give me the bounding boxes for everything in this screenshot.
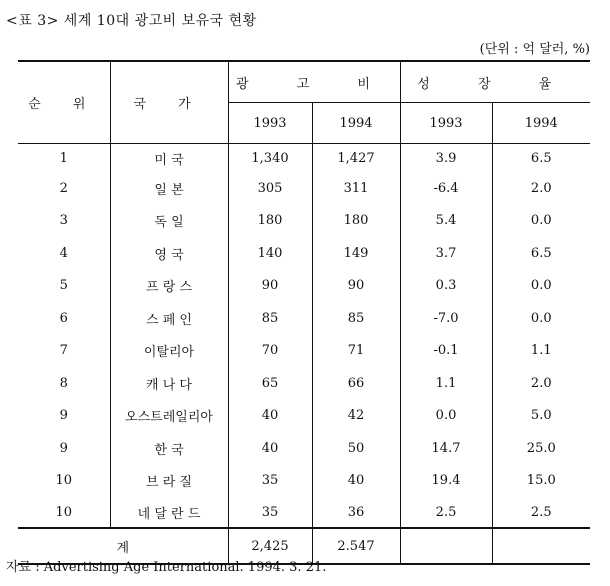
cell-growth-1994: 6.5 — [530, 150, 552, 166]
source-note: 자료 : Advertising Age International. 1994. 3. 21. — [6, 560, 327, 575]
cell-ad-1994: 311 — [312, 172, 400, 205]
cell-rank: 8 — [18, 367, 110, 400]
cell-ad-1993: 40 — [228, 432, 312, 465]
cell-ad-1993: 1,340 — [228, 144, 312, 173]
cell-country: 이탈리아 — [110, 335, 228, 368]
cell-country: 영 국 — [110, 237, 228, 270]
cell-country: 오스트레일리아 — [110, 400, 228, 433]
table-row — [18, 302, 590, 335]
total-label: 계 — [18, 528, 228, 564]
table-row — [18, 400, 590, 433]
cell-growth-1994: 2.0 — [530, 375, 552, 391]
total-growth-1993 — [400, 528, 492, 564]
table-row — [18, 465, 590, 498]
cell-growth-1994: 0.0 — [530, 213, 552, 229]
cell-rank: 4 — [18, 237, 110, 270]
cell-rank: 5 — [18, 270, 110, 303]
ad-spend-table — [18, 60, 590, 565]
cell-growth-1993: 14.7 — [400, 432, 492, 465]
cell-country: 독 일 — [110, 205, 228, 238]
cell-ad-1993: 35 — [228, 497, 312, 528]
cell-growth-1994: 2.0 — [530, 180, 552, 196]
cell-ad-1993: 65 — [228, 367, 312, 400]
cell-ad-1993: 305 — [228, 172, 312, 205]
cell-country: 캐 나 다 — [110, 367, 228, 400]
cell-ad-1994: 42 — [312, 400, 400, 433]
cell-growth-1993: 19.4 — [400, 465, 492, 498]
table-row — [18, 172, 590, 205]
table-row — [18, 144, 590, 173]
cell-rank: 9 — [18, 400, 110, 433]
cell-ad-1994: 180 — [312, 205, 400, 238]
cell-rank: 10 — [18, 497, 110, 528]
cell-ad-1993: 140 — [228, 237, 312, 270]
cell-rank: 6 — [18, 302, 110, 335]
header-ad-1993: 1993 — [228, 103, 312, 144]
table-row — [18, 367, 590, 400]
cell-growth-1994: 6.5 — [530, 245, 552, 261]
cell-rank: 3 — [18, 205, 110, 238]
cell-ad-1994: 71 — [312, 335, 400, 368]
cell-ad-1993: 180 — [228, 205, 312, 238]
header-ad-1994: 1994 — [312, 103, 400, 144]
cell-country: 프 랑 스 — [110, 270, 228, 303]
total-ad-1994: 2.547 — [312, 528, 400, 564]
cell-growth-1993: 5.4 — [400, 205, 492, 238]
total-ad-1993: 2,425 — [228, 528, 312, 564]
cell-growth-1993: -7.0 — [400, 302, 492, 335]
cell-growth-1993: 0.3 — [400, 270, 492, 303]
cell-ad-1993: 35 — [228, 465, 312, 498]
cell-ad-1993: 40 — [228, 400, 312, 433]
cell-growth-1993: -6.4 — [400, 172, 492, 205]
table-row — [18, 497, 590, 528]
cell-growth-1994: 5.0 — [530, 408, 552, 424]
header-country: 국 가 — [110, 61, 228, 144]
table-row — [18, 432, 590, 465]
cell-growth-1994: 25.0 — [526, 440, 556, 456]
cell-growth-1994: 0.0 — [530, 278, 552, 294]
cell-ad-1994: 40 — [312, 465, 400, 498]
cell-ad-1994: 50 — [312, 432, 400, 465]
table-row — [18, 270, 590, 303]
cell-ad-1994: 66 — [312, 367, 400, 400]
header-ad-spend: 광 고 비 — [228, 61, 400, 103]
header-growth: 성 장 율 — [400, 61, 590, 103]
table-row — [18, 335, 590, 368]
cell-rank: 10 — [18, 465, 110, 498]
cell-ad-1994: 1,427 — [312, 144, 400, 173]
cell-growth-1994: 1.1 — [530, 343, 552, 359]
cell-ad-1994: 85 — [312, 302, 400, 335]
cell-country: 일 본 — [110, 172, 228, 205]
total-growth-1994 — [492, 528, 590, 564]
table-title: <표 3> 세계 10대 광고비 보유국 현황 — [6, 13, 257, 29]
cell-rank: 2 — [18, 172, 110, 205]
cell-growth-1993: 3.7 — [400, 237, 492, 270]
cell-rank: 7 — [18, 335, 110, 368]
header-growth-1993: 1993 — [400, 103, 492, 144]
cell-country: 스 페 인 — [110, 302, 228, 335]
cell-rank: 1 — [18, 144, 110, 173]
cell-ad-1993: 85 — [228, 302, 312, 335]
cell-ad-1994: 36 — [312, 497, 400, 528]
cell-country: 미 국 — [110, 144, 228, 173]
cell-country: 네 달 란 드 — [110, 497, 228, 528]
cell-rank: 9 — [18, 432, 110, 465]
cell-growth-1993: 3.9 — [400, 144, 492, 173]
table-row — [18, 237, 590, 270]
cell-growth-1994: 0.0 — [530, 310, 552, 326]
cell-country: 한 국 — [110, 432, 228, 465]
cell-growth-1994: 15.0 — [526, 473, 556, 489]
header-rank: 순 위 — [18, 61, 110, 144]
cell-growth-1993: 0.0 — [400, 400, 492, 433]
cell-ad-1994: 90 — [312, 270, 400, 303]
cell-ad-1993: 90 — [228, 270, 312, 303]
cell-growth-1994: 2.5 — [530, 504, 552, 520]
table-row — [18, 205, 590, 238]
cell-growth-1993: 1.1 — [400, 367, 492, 400]
cell-ad-1993: 70 — [228, 335, 312, 368]
unit-note: (단위 : 억 달러, %) — [479, 42, 590, 57]
cell-country: 브 라 질 — [110, 465, 228, 498]
cell-growth-1993: 2.5 — [400, 497, 492, 528]
header-growth-1994: 1994 — [492, 103, 590, 144]
cell-ad-1994: 149 — [312, 237, 400, 270]
cell-growth-1993: -0.1 — [400, 335, 492, 368]
